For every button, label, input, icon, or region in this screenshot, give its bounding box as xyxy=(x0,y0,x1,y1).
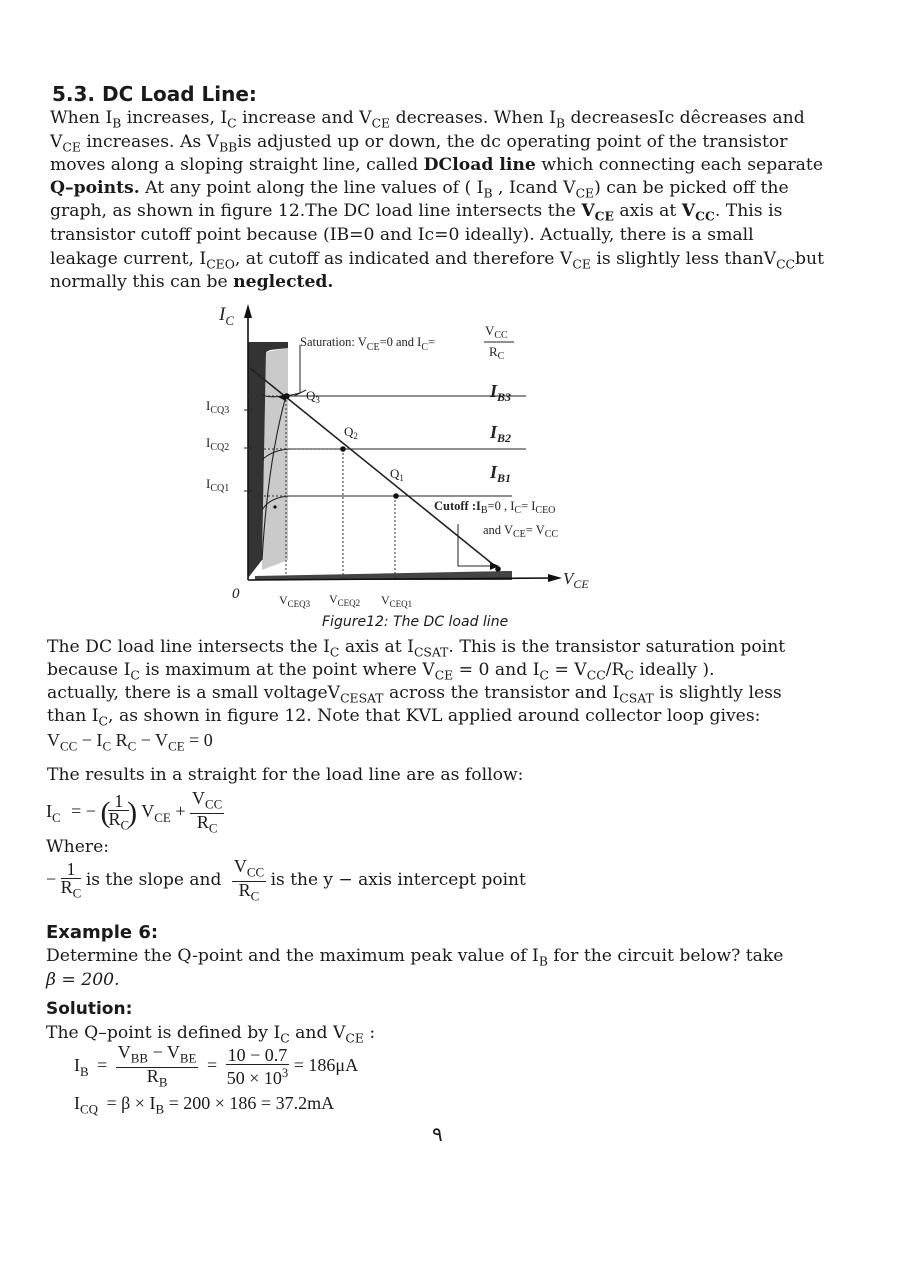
intro-line-1: When $I_B$ increases, $I_C$ increase and $V_{CE}$ decreases. When $I_B$ decreasesIc dêcreases and xyxy=(50,108,805,131)
intro-line-5: graph, as shown in figure 12.The DC load line intersects the $V_{CE}$ axis at $V_{CC}$. This is xyxy=(50,201,783,224)
example-title: Example 6: xyxy=(46,922,159,943)
intro-line-3: moves along a sloping straight line, called DCload line which connecting each separate xyxy=(50,155,823,175)
saturation-label: Saturation: $V_{CE}=0$ and $I_C=$ xyxy=(300,335,436,353)
kvl-equation: $V_{CC} - I_C$ $R_C - V_{CE} = 0$ xyxy=(47,730,213,754)
saturation-frac-den: $R_C$ xyxy=(489,344,505,362)
ib3-curve xyxy=(262,395,526,397)
ib2-label: $I_{B2}$ xyxy=(490,422,512,445)
cutoff-label: Cutoff $:I_B=0$ , $I_C= I_{CEO}$ xyxy=(434,499,556,516)
vceq1-label: $V_{CEQ1}$ xyxy=(381,593,413,609)
ib-equation: $I_B$ = $\frac{V_{BB} - V_{BE}}{R_B}$ = $\frac{10 - 0.7}{50 \times 10^3}$ = 186μA xyxy=(74,1042,359,1090)
qpoint-line: The Q–point is defined by $I_C$ and $V_{CE}$ : xyxy=(46,1023,376,1046)
example-line-1: Determine the Q-point and the maximum peak value of $I_B$ for the circuit below? take xyxy=(46,946,784,969)
ic-axis-label: $I_C$ xyxy=(219,304,234,328)
ib2-curve xyxy=(262,449,526,460)
q1-label: $Q_1$ xyxy=(390,466,404,483)
figure-caption: Figure12: The DC load line xyxy=(322,614,509,630)
where-label: Where: xyxy=(46,837,110,857)
solution-title: Solution: xyxy=(46,999,133,1019)
q2-label: $Q_2$ xyxy=(344,424,358,441)
intercept-fraction: $\frac{V_{CC}}{R_C}$ xyxy=(192,788,223,836)
results-line: The results in a straight for the load line are as follow: xyxy=(47,765,524,785)
q3-label: $Q_3$ xyxy=(306,388,320,405)
ib1-label: $I_{B1}$ xyxy=(490,462,512,485)
stray-dot xyxy=(273,505,276,508)
intro-line-4: Q–points. At any point along the line values of ( $I_B$ , Icand $V_{CE}$) can be picked off the xyxy=(50,178,789,201)
example-line-2: β = 200. xyxy=(46,970,120,990)
intro-line-2: $V_{CE}$ increases. As $V_{BB}is$ adjusted up or down, the dc operating point of the transistor xyxy=(50,132,788,155)
q2-point xyxy=(340,446,346,452)
icq1-label: $I_{CQ1}$ xyxy=(206,476,230,494)
cutoff-label-2: and $V_{CE}= V_{CC}$ xyxy=(483,523,559,540)
q1-point xyxy=(393,493,399,499)
para2-line-1: The DC load line intersects the $I_C$ axis at $I_{CSAT}$. This is the transistor saturation point xyxy=(47,637,786,660)
intro-line-8: normally this can be neglected. xyxy=(50,272,334,292)
ib3-label: $I_{B3}$ xyxy=(490,381,512,404)
vceq2-label: $V_{CEQ2}$ xyxy=(329,592,361,608)
para2-line-4: than $I_C$, as shown in figure 12. Note that KVL applied around collector loop gives: xyxy=(47,706,761,729)
intro-line-6: transistor cutoff point because (IB=0 and Ic=0 ideally). Actually, there is a small xyxy=(50,225,754,245)
icq-equation: $I_{CQ} = \beta \times I_B = 200 \times 186 = 37.2mA$ xyxy=(74,1093,335,1117)
ic-axis-arrow xyxy=(244,304,252,318)
intro-line-7: leakage current, $I_{CEO}$, at cutoff as indicated and therefore $V_{CE}$ is slightly less thanV$_{CC}$but xyxy=(50,249,824,272)
load-line-equation: $I_C$ = − ( $\frac{1}{R_C}$ ) $V_{CE}$ + $\frac{V_{CC}}{R_C}$ xyxy=(46,788,223,836)
section-heading: 5.3. DC Load Line: xyxy=(52,82,257,106)
vceq3-label: $V_{CEQ3}$ xyxy=(279,593,311,609)
slope-fraction: $\frac{1}{R_C}$ xyxy=(108,790,130,833)
saturation-frac-num: $V_{CC}$ xyxy=(485,323,508,341)
origin-label: 0 xyxy=(232,586,240,602)
vce-axis-label: $V_{CE}$ xyxy=(563,569,589,591)
vce-axis-arrow xyxy=(548,574,562,582)
slope-description: − $\frac{1}{R_C}$ is the slope and $\frac{V_{CC}}{R_C}$ is the y − axis intercept point xyxy=(46,856,526,904)
icq2-label: $I_{CQ2}$ xyxy=(206,435,230,453)
para2-line-3: actually, there is a small voltageV$_{CESAT}$ across the transistor and $I_{CSAT}$ is slightly less xyxy=(47,683,782,706)
page-number: ٩ xyxy=(432,1122,443,1146)
icq3-label: $I_{CQ3}$ xyxy=(206,398,230,416)
para2-line-2: because $I_C$ is maximum at the point where $V_{CE} = 0$ and $I_C = V_{CC}/R_C$ ideally ). xyxy=(47,660,715,683)
